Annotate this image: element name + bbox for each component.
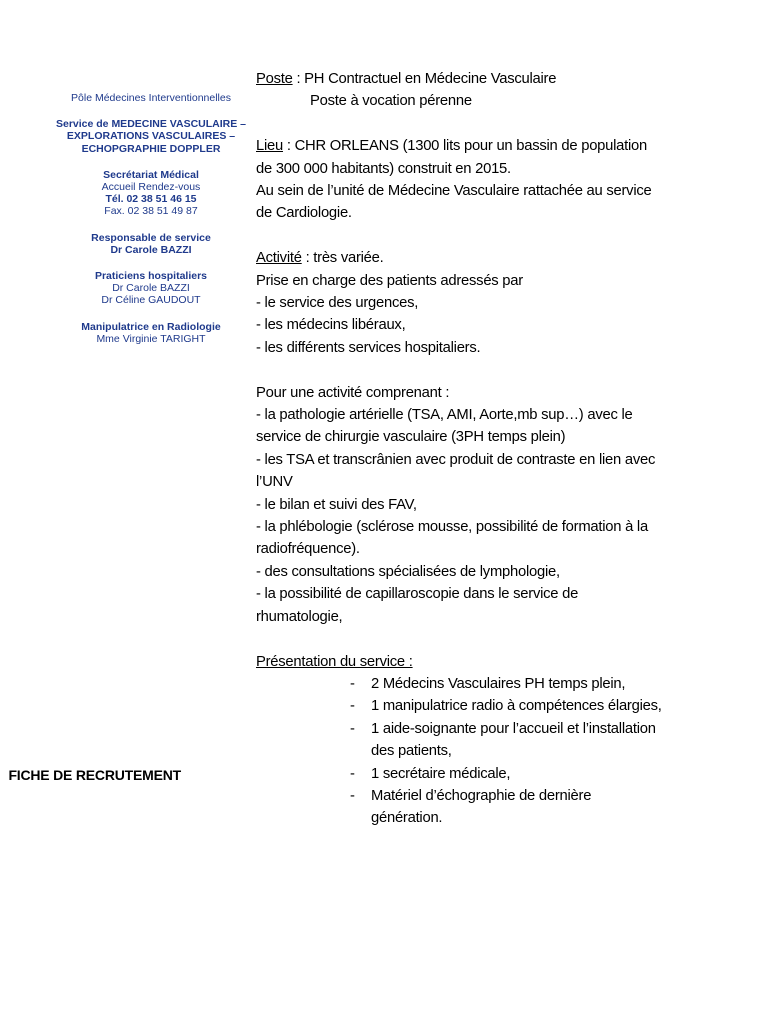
pole-name: Pôle Médecines Interventionnelles [71,92,231,104]
activite-text: Prise en charge des patients adressés par [256,272,523,289]
list-dash: - [350,675,355,692]
list-dash: - [350,787,355,804]
pole-block [36,92,266,104]
service-line: EXPLORATIONS VASCULAIRES – [66,130,236,143]
secretariat-title: Secrétariat Médical [103,168,199,181]
presentation-list [256,673,716,830]
telephone-number: Tél. 02 38 51 46 15 [105,193,197,206]
service-block [36,118,266,155]
list-item-text: génération. [371,810,443,827]
fiche-title-clipped [0,766,200,784]
lieu-text: de 300 000 habitants) construit en 2015. [256,160,511,177]
activite-line [256,247,716,269]
activite-text: - les différents services hospitaliers. [256,339,481,356]
list-item-text: 1 aide-soignante pour l’accueil et l’installation [371,720,656,737]
comprenant-text: - le bilan et suivi des FAV, [256,496,417,513]
praticiens-block [36,270,266,307]
list-dash: - [350,765,355,782]
secretariat-sub: Accueil Rendez-vous [101,181,201,194]
lieu-line [256,135,716,157]
comprenant-text: service de chirurgie vasculaire (3PH temps plein) [256,429,566,446]
praticien-name: Dr Carole BAZZI [112,282,190,295]
fiche-title: FICHE DE RECRUTEMENT [8,767,181,783]
list-item-text: 2 Médecins Vasculaires PH temps plein, [371,675,626,692]
activite-value: : très variée. [301,250,384,267]
secretariat-block [36,169,266,218]
responsable-title: Responsable de service [91,231,211,244]
comprenant-text: - les TSA et transcrânien avec produit de contraste en lien avec [256,451,656,468]
list-item [256,695,716,717]
poste-line [256,68,716,90]
poste-value: : PH Contractuel en Médecine Vasculaire [292,71,557,87]
fax-number: Fax. 02 38 51 49 87 [104,205,198,218]
presentation-label: Présentation du service : [256,653,413,670]
comprenant-text: - la pathologie artérielle (TSA, AMI, Aorte,mb sup…) avec le [256,407,633,424]
service-line: Service de MEDECINE VASCULAIRE – [55,118,247,131]
list-item [256,673,716,695]
list-item [256,763,716,785]
activite-text: - le service des urgences, [256,295,419,312]
manipulatrice-title: Manipulatrice en Radiologie [81,320,221,333]
activite-label: Activité [256,250,302,267]
activite-text: - les médecins libéraux, [256,317,406,334]
responsable-name: Dr Carole BAZZI [110,243,192,256]
comprenant-text: - la phlébologie (sclérose mousse, possibilité de formation à la [256,519,648,536]
lieu-text: Au sein de l’unité de Médecine Vasculaire rattachée au service [256,183,652,200]
lieu-value: : CHR ORLEANS (1300 lits pour un bassin de population [282,138,648,155]
poste-line2: Poste à vocation pérenne [310,93,472,110]
list-item-text: des patients, [371,743,452,760]
list-item-text: Matériel d’échographie de dernière [371,787,592,804]
job-description [256,68,716,830]
responsable-block [36,232,266,256]
comprenant-text: - des consultations spécialisées de lymphologie, [256,563,560,580]
comprenant-text: - la possibilité de capillaroscopie dans le service de [256,586,579,603]
list-dash: - [350,720,355,737]
praticiens-title: Praticiens hospitaliers [94,270,208,283]
praticien-name: Dr Céline GAUDOUT [101,294,201,307]
service-line: ECHOPGRAPHIE DOPPLER [81,142,221,155]
list-item-text: 1 manipulatrice radio à compétences élargies, [371,698,662,715]
letterhead-sidebar [36,92,266,359]
manipulatrice-name: Mme Virginie TARIGHT [96,332,206,345]
list-item-text: 1 secrétaire médicale, [371,765,511,782]
comprenant-text: l’UNV [256,474,293,491]
list-item [256,718,716,763]
comprenant-text: radiofréquence). [256,541,360,558]
comprenant-text: Pour une activité comprenant : [256,384,450,401]
comprenant-text: rhumatologie, [256,608,343,625]
presentation-heading [256,651,716,673]
list-dash: - [350,698,355,715]
lieu-text: de Cardiologie. [256,205,352,222]
lieu-label: Lieu [256,138,283,155]
manipulatrice-block [36,321,266,345]
list-item [256,785,716,830]
poste-label: Poste [256,71,293,87]
